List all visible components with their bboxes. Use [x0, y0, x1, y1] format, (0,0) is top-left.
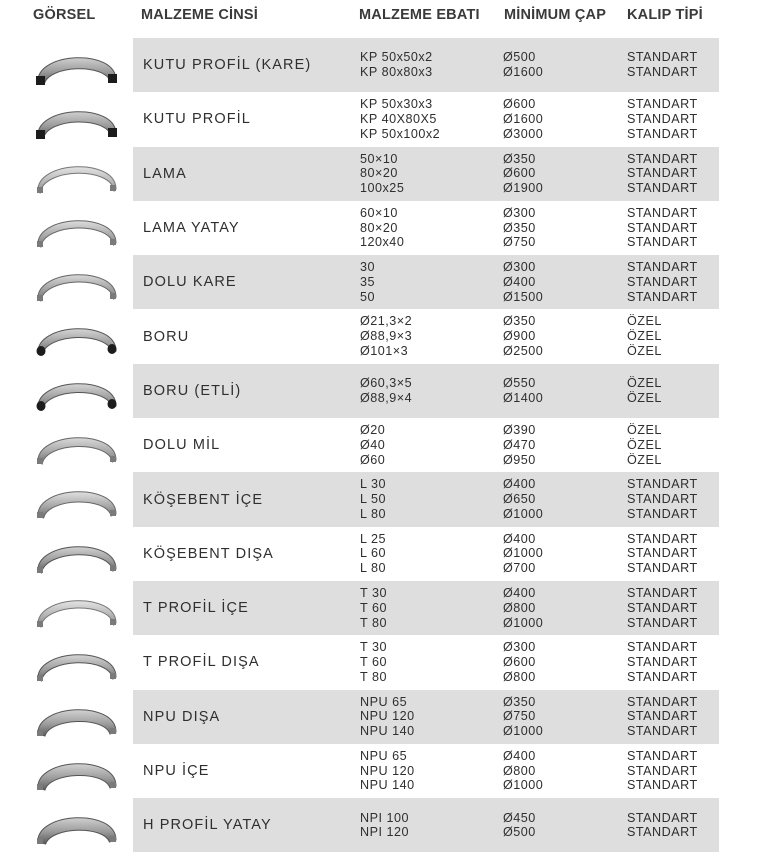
pipe-ring-icon — [30, 313, 122, 359]
minimum-diameter-value: Ø600 — [503, 97, 536, 112]
minimum-diameter-value: Ø400 — [503, 748, 536, 763]
material-size-cell — [360, 418, 385, 472]
material-size-value: L 50 — [360, 492, 387, 507]
mold-type-value: STANDART — [627, 235, 698, 250]
material-type: LAMA YATAY — [143, 220, 240, 237]
table-row — [0, 38, 768, 92]
material-size-value: T 30 — [360, 640, 387, 655]
material-type: NPU DIŞA — [143, 708, 221, 725]
mold-type-value: ÖZEL — [627, 423, 662, 438]
minimum-diameter-value: Ø390 — [503, 423, 536, 438]
material-size-cell — [360, 472, 386, 526]
minimum-diameter-value: Ø1600 — [503, 65, 544, 80]
material-size-cell — [360, 147, 404, 201]
mold-type-value: ÖZEL — [627, 452, 662, 467]
mold-type-value: STANDART — [627, 561, 698, 576]
material-size-value: T 30 — [360, 585, 387, 600]
minimum-diameter-cell — [503, 418, 536, 472]
material-size-value: Ø20 — [360, 423, 386, 438]
minimum-diameter-value: Ø300 — [503, 205, 536, 220]
material-size-value: 120x40 — [360, 235, 405, 250]
minimum-diameter-value: Ø1000 — [503, 724, 544, 739]
material-size-value: NPU 65 — [360, 694, 408, 709]
table-header — [0, 0, 768, 36]
mold-type-value: ÖZEL — [627, 344, 662, 359]
mold-type-cell — [627, 798, 698, 852]
mold-type-cell — [627, 418, 662, 472]
minimum-diameter-value: Ø1000 — [503, 506, 544, 521]
material-table — [0, 38, 768, 852]
thick-pipe-ring-icon — [30, 368, 122, 414]
minimum-diameter-value: Ø300 — [503, 640, 536, 655]
mold-type-cell — [627, 147, 698, 201]
material-type: BORU — [143, 328, 190, 345]
minimum-diameter-value: Ø350 — [503, 220, 536, 235]
mold-type-cell — [627, 201, 698, 255]
mold-type-value: STANDART — [627, 50, 698, 65]
material-size-value: 50 — [360, 289, 376, 304]
h-profile-horizontal-ring-icon — [30, 802, 122, 848]
mold-type-value: STANDART — [627, 748, 698, 763]
material-size-value: KP 50x50x2 — [360, 50, 433, 65]
minimum-diameter-value: Ø950 — [503, 452, 536, 467]
angle-outward-ring-icon — [30, 531, 122, 577]
minimum-diameter-value: Ø800 — [503, 669, 536, 684]
t-profile-inward-ring-icon — [30, 585, 122, 631]
material-size-value: NPU 120 — [360, 763, 415, 778]
minimum-diameter-cell — [503, 635, 536, 689]
minimum-diameter-cell — [503, 527, 543, 581]
material-size-value: NPU 140 — [360, 724, 415, 739]
minimum-diameter-value: Ø800 — [503, 763, 536, 778]
mold-type-value: STANDART — [627, 669, 698, 684]
table-row — [0, 798, 768, 852]
minimum-diameter-value: Ø500 — [503, 825, 536, 840]
mold-type-cell — [627, 690, 698, 744]
minimum-diameter-value: Ø750 — [503, 235, 536, 250]
minimum-diameter-value: Ø900 — [503, 329, 536, 344]
minimum-diameter-value: Ø1000 — [503, 778, 544, 793]
mold-type-value: STANDART — [627, 112, 698, 127]
mold-type-value: STANDART — [627, 724, 698, 739]
mold-type-cell — [627, 364, 662, 418]
material-type: KUTU PROFİL — [143, 111, 251, 128]
table-row — [0, 418, 768, 472]
header-image: GÖRSEL — [33, 7, 96, 23]
mold-type-value: STANDART — [627, 151, 698, 166]
material-size-cell — [360, 255, 375, 309]
minimum-diameter-value: Ø500 — [503, 50, 536, 65]
mold-type-value: STANDART — [627, 546, 698, 561]
material-type: DOLU MİL — [143, 437, 221, 454]
minimum-diameter-value: Ø450 — [503, 810, 536, 825]
material-type: BORU (ETLİ) — [143, 382, 242, 399]
minimum-diameter-value: Ø1500 — [503, 289, 544, 304]
material-size-value: Ø88,9×4 — [360, 390, 413, 405]
mold-type-cell — [627, 635, 698, 689]
mold-type-value: ÖZEL — [627, 390, 662, 405]
header-material-type: MALZEME CİNSİ — [141, 7, 258, 23]
mold-type-cell — [627, 92, 698, 146]
material-size-cell — [360, 201, 404, 255]
table-row — [0, 635, 768, 689]
material-size-value: NPI 120 — [360, 825, 410, 840]
mold-type-cell — [627, 472, 698, 526]
mold-type-value: STANDART — [627, 492, 698, 507]
mold-type-value: STANDART — [627, 506, 698, 521]
minimum-diameter-value: Ø2500 — [503, 344, 544, 359]
minimum-diameter-value: Ø350 — [503, 694, 536, 709]
material-size-value: L 30 — [360, 477, 387, 492]
table-row — [0, 92, 768, 146]
minimum-diameter-value: Ø350 — [503, 151, 536, 166]
minimum-diameter-value: Ø3000 — [503, 126, 544, 141]
solid-square-ring-icon — [30, 259, 122, 305]
flat-bar-horizontal-ring-icon — [30, 205, 122, 251]
material-size-value: KP 80x80x3 — [360, 65, 433, 80]
material-size-value: T 80 — [360, 615, 387, 630]
material-size-value: 30 — [360, 260, 376, 275]
material-size-cell — [360, 798, 409, 852]
table-row — [0, 255, 768, 309]
material-size-cell — [360, 38, 433, 92]
minimum-diameter-cell — [503, 798, 536, 852]
material-type: T PROFİL DIŞA — [143, 654, 260, 671]
header-material-size: MALZEME EBATI — [359, 7, 480, 23]
minimum-diameter-value: Ø800 — [503, 600, 536, 615]
mold-type-value: STANDART — [627, 640, 698, 655]
mold-type-value: STANDART — [627, 126, 698, 141]
t-profile-outward-ring-icon — [30, 639, 122, 685]
minimum-diameter-cell — [503, 201, 536, 255]
minimum-diameter-cell — [503, 38, 543, 92]
mold-type-cell — [627, 581, 698, 635]
mold-type-value: STANDART — [627, 97, 698, 112]
minimum-diameter-value: Ø650 — [503, 492, 536, 507]
material-type: H PROFİL YATAY — [143, 817, 272, 834]
mold-type-cell — [627, 38, 698, 92]
npu-inward-ring-icon — [30, 748, 122, 794]
mold-type-value: STANDART — [627, 289, 698, 304]
material-type: T PROFİL İÇE — [143, 600, 249, 617]
mold-type-value: ÖZEL — [627, 376, 662, 391]
material-size-value: Ø40 — [360, 437, 386, 452]
minimum-diameter-cell — [503, 581, 543, 635]
material-size-cell — [360, 92, 440, 146]
material-size-value: NPU 140 — [360, 778, 415, 793]
mold-type-value: STANDART — [627, 694, 698, 709]
material-size-value: L 80 — [360, 506, 387, 521]
mold-type-value: STANDART — [627, 763, 698, 778]
minimum-diameter-cell — [503, 309, 543, 363]
mold-type-value: STANDART — [627, 181, 698, 196]
angle-inward-ring-icon — [30, 476, 122, 522]
mold-type-value: STANDART — [627, 65, 698, 80]
mold-type-cell — [627, 744, 698, 798]
material-size-value: 100x25 — [360, 181, 405, 196]
table-row — [0, 364, 768, 418]
material-size-value: 60×10 — [360, 205, 398, 220]
mold-type-value: STANDART — [627, 531, 698, 546]
material-size-value: T 60 — [360, 655, 387, 670]
material-size-value: 35 — [360, 274, 376, 289]
minimum-diameter-value: Ø1600 — [503, 112, 544, 127]
mold-type-value: STANDART — [627, 260, 698, 275]
npu-outward-ring-icon — [30, 694, 122, 740]
material-type: KÖŞEBENT DIŞA — [143, 545, 274, 562]
mold-type-value: STANDART — [627, 810, 698, 825]
material-size-cell — [360, 690, 415, 744]
material-size-value: NPI 100 — [360, 810, 410, 825]
flat-bar-ring-icon — [30, 151, 122, 197]
material-type: NPU İÇE — [143, 763, 210, 779]
material-size-value: Ø88,9×3 — [360, 329, 413, 344]
material-size-cell — [360, 635, 387, 689]
minimum-diameter-cell — [503, 147, 543, 201]
material-size-value: T 60 — [360, 600, 387, 615]
material-size-value: NPU 65 — [360, 748, 408, 763]
minimum-diameter-value: Ø600 — [503, 166, 536, 181]
material-size-cell — [360, 309, 412, 363]
material-size-value: L 25 — [360, 531, 387, 546]
mold-type-value: STANDART — [627, 600, 698, 615]
mold-type-value: STANDART — [627, 825, 698, 840]
material-size-value: KP 50x30x3 — [360, 97, 433, 112]
minimum-diameter-value: Ø1400 — [503, 390, 544, 405]
minimum-diameter-cell — [503, 364, 543, 418]
material-size-value: Ø21,3×2 — [360, 314, 413, 329]
material-size-value: Ø60 — [360, 452, 386, 467]
header-mold-type: KALIP TİPİ — [627, 7, 703, 23]
material-size-cell — [360, 527, 386, 581]
material-size-value: KP 50x100x2 — [360, 126, 441, 141]
mold-type-value: STANDART — [627, 778, 698, 793]
mold-type-cell — [627, 255, 698, 309]
minimum-diameter-cell — [503, 92, 543, 146]
material-size-value: Ø101×3 — [360, 344, 409, 359]
material-size-cell — [360, 581, 387, 635]
mold-type-value: STANDART — [627, 655, 698, 670]
mold-type-value: ÖZEL — [627, 437, 662, 452]
mold-type-value: STANDART — [627, 166, 698, 181]
box-profile-square-ring-icon — [30, 42, 122, 88]
material-size-cell — [360, 364, 412, 418]
material-size-cell — [360, 744, 415, 798]
minimum-diameter-value: Ø400 — [503, 531, 536, 546]
table-row — [0, 201, 768, 255]
box-profile-ring-icon — [30, 96, 122, 142]
table-row — [0, 581, 768, 635]
minimum-diameter-value: Ø400 — [503, 585, 536, 600]
table-row — [0, 527, 768, 581]
mold-type-value: STANDART — [627, 220, 698, 235]
mold-type-value: STANDART — [627, 709, 698, 724]
table-row — [0, 744, 768, 798]
mold-type-value: STANDART — [627, 205, 698, 220]
minimum-diameter-value: Ø470 — [503, 437, 536, 452]
mold-type-value: STANDART — [627, 274, 698, 289]
minimum-diameter-value: Ø600 — [503, 655, 536, 670]
material-size-value: KP 40X80X5 — [360, 112, 437, 127]
table-row — [0, 690, 768, 744]
minimum-diameter-value: Ø1000 — [503, 546, 544, 561]
minimum-diameter-cell — [503, 255, 543, 309]
minimum-diameter-cell — [503, 472, 543, 526]
minimum-diameter-value: Ø700 — [503, 561, 536, 576]
material-size-value: L 80 — [360, 561, 387, 576]
material-type: KUTU PROFİL (KARE) — [143, 57, 312, 74]
table-row — [0, 309, 768, 363]
material-size-value: L 60 — [360, 546, 387, 561]
header-minimum-diameter: MİNİMUM ÇAP — [504, 7, 607, 23]
minimum-diameter-cell — [503, 744, 543, 798]
material-type: LAMA — [143, 165, 187, 182]
minimum-diameter-value: Ø1000 — [503, 615, 544, 630]
mold-type-value: ÖZEL — [627, 314, 662, 329]
material-size-value: NPU 120 — [360, 709, 415, 724]
table-row — [0, 472, 768, 526]
material-size-value: 50×10 — [360, 151, 398, 166]
minimum-diameter-cell — [503, 690, 543, 744]
minimum-diameter-value: Ø300 — [503, 260, 536, 275]
minimum-diameter-value: Ø350 — [503, 314, 536, 329]
minimum-diameter-value: Ø750 — [503, 709, 536, 724]
mold-type-value: STANDART — [627, 615, 698, 630]
mold-type-value: ÖZEL — [627, 329, 662, 344]
mold-type-cell — [627, 309, 662, 363]
minimum-diameter-value: Ø1900 — [503, 181, 544, 196]
minimum-diameter-value: Ø400 — [503, 274, 536, 289]
mold-type-value: STANDART — [627, 477, 698, 492]
solid-shaft-ring-icon — [30, 422, 122, 468]
minimum-diameter-value: Ø550 — [503, 376, 536, 391]
mold-type-value: STANDART — [627, 585, 698, 600]
material-type: DOLU KARE — [143, 274, 237, 291]
material-type: KÖŞEBENT İÇE — [143, 491, 264, 508]
table-row — [0, 147, 768, 201]
material-size-value: Ø60,3×5 — [360, 376, 413, 391]
material-size-value: 80×20 — [360, 220, 398, 235]
material-size-value: 80×20 — [360, 166, 398, 181]
minimum-diameter-value: Ø400 — [503, 477, 536, 492]
mold-type-cell — [627, 527, 698, 581]
material-size-value: T 80 — [360, 669, 387, 684]
